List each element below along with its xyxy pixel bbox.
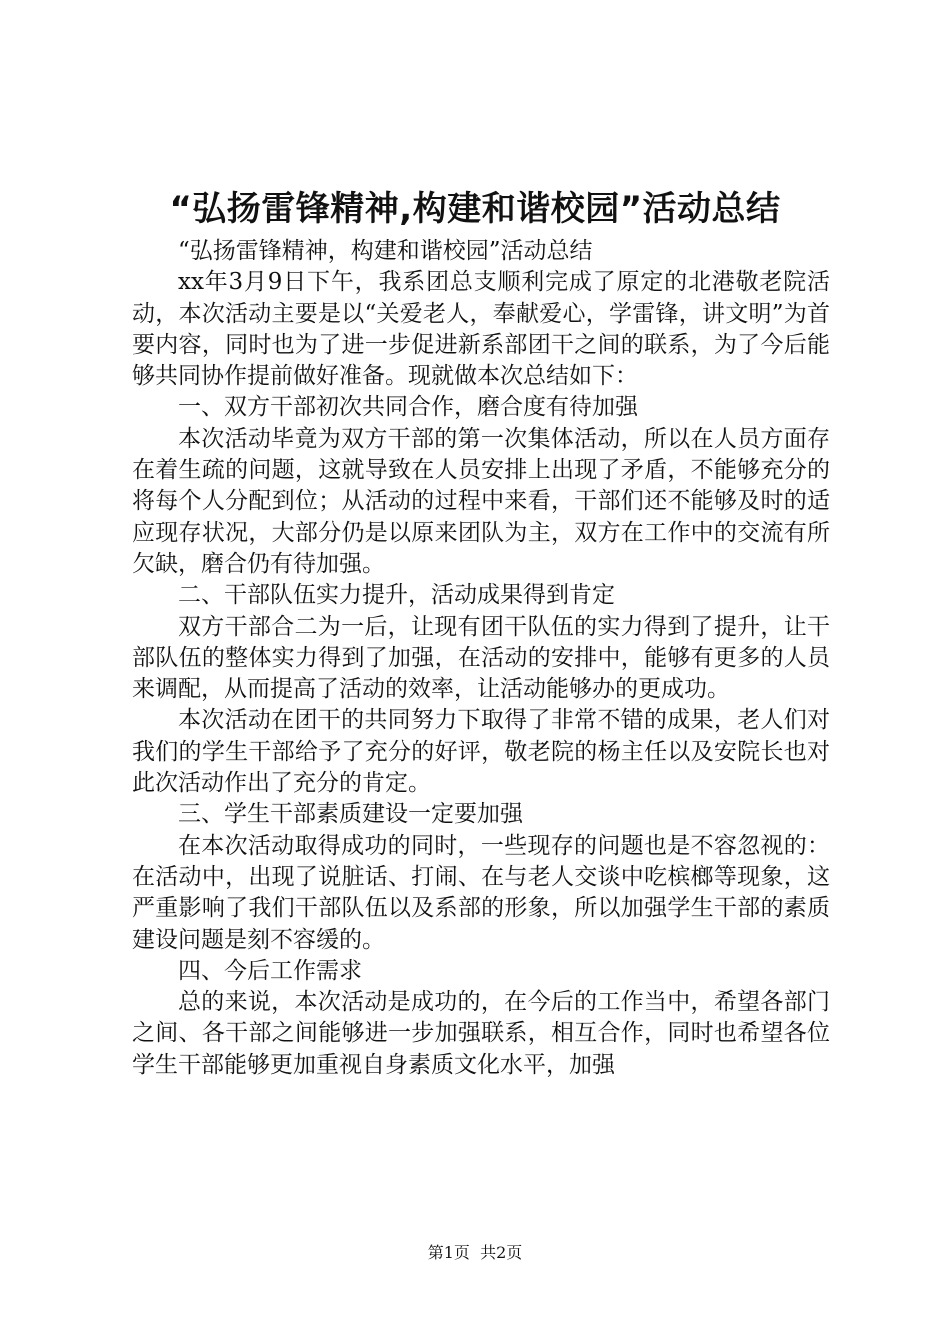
section-heading-1: 一、双方干部初次共同合作，磨合度有待加强 (178, 394, 638, 421)
page-number: 第1页 (427, 1243, 470, 1262)
paragraph-section-2a: 双方干部合二为一后，让现有团干队伍的实力得到了提升，让干部队伍的整体实力得到了加强，在活动的安排中，能够有更多的人员来调配，从而提高了活动的效率，让活动能够办的更成功。 (132, 613, 830, 703)
document-subtitle: “弘扬雷锋精神，构建和谐校园”活动总结 (178, 238, 593, 264)
paragraph-section-4: 总的来说，本次活动是成功的，在今后的工作当中，希望各部门之间、各干部之间能够进一步加强联系，相互合作，同时也希望各位学生干部能够更加重视自身素质文化水平，加强 (132, 989, 830, 1078)
page-total: 共2页 (480, 1243, 523, 1262)
section-heading-2: 二、干部队伍实力提升，活动成果得到肯定 (178, 582, 615, 609)
paragraph-intro: xx年3月9日下午，我系团总支顺利完成了原定的北港敬老院活动，本次活动主要是以“关爱老人，奉献爱心，学雷锋，讲文明”为首要内容，同时也为了进一步促进新系部团干之间的联系，为了今后能够共同协作提前做好准备。现就做本次总结如下： (132, 269, 830, 390)
document-body (132, 236, 830, 1081)
paragraph-section-1: 本次活动毕竟为双方干部的第一次集体活动，所以在人员方面存在着生疏的问题，这就导致在人员安排上出现了矛盾，不能够充分的将每个人分配到位；从活动的过程中来看，干部们还不能够及时的适应现存状况，大部分仍是以原来团队为主，双方在工作中的交流有所欠缺，磨合仍有待加强。 (132, 425, 830, 577)
section-heading-3: 三、学生干部素质建设一定要加强 (178, 801, 523, 828)
section-heading-4: 四、今后工作需求 (178, 957, 362, 984)
page-footer (0, 1242, 950, 1264)
paragraph-section-3: 在本次活动取得成功的同时，一些现存的问题也是不容忽视的：在活动中，出现了说脏话、打闹、在与老人交谈中吃槟榔等现象，这严重影响了我们干部队伍以及系部的形象，所以加强学生干部的素质建设问题是刻不容缓的。 (132, 832, 830, 953)
paragraph-section-2b: 本次活动在团干的共同努力下取得了非常不错的成果，老人们对我们的学生干部给予了充分的好评，敬老院的杨主任以及安院长也对此次活动作出了充分的肯定。 (132, 707, 830, 797)
document-title: “弘扬雷锋精神,构建和谐校园”活动总结 (169, 189, 781, 229)
